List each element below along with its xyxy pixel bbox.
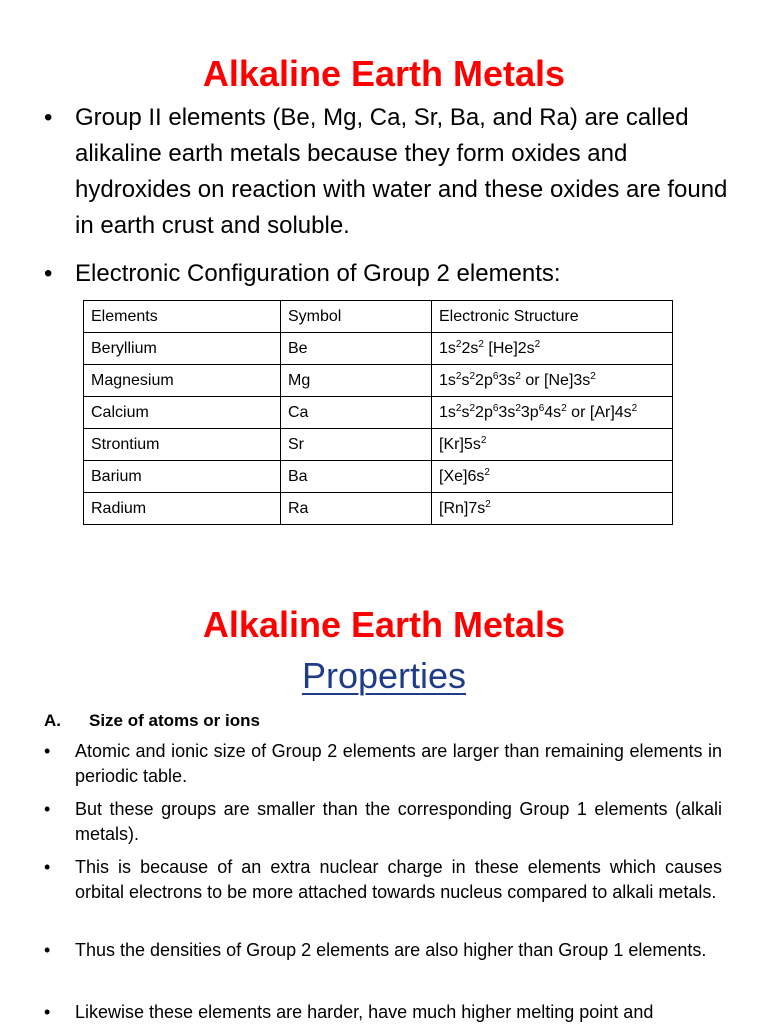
superscript: 6 xyxy=(538,402,545,414)
property-bullet-text: But these groups are smaller than the corresponding Group 1 elements (alkali metals). xyxy=(75,799,722,844)
intro-bullet-text: Electronic Configuration of Group 2 elements: xyxy=(75,260,561,287)
element-symbol-cell: Sr xyxy=(281,429,432,461)
superscript: 2 xyxy=(515,370,521,382)
superscript: 6 xyxy=(492,370,499,382)
table-row xyxy=(84,461,673,493)
property-bullet-text: Thus the densities of Group 2 elements are also higher than Group 1 elements. xyxy=(75,940,707,960)
superscript: 2 xyxy=(590,370,596,382)
superscript: 2 xyxy=(469,402,476,414)
subsection-label: Size of atoms or ions xyxy=(89,711,260,730)
superscript: 2 xyxy=(484,466,490,478)
element-symbol-cell: Be xyxy=(281,333,432,365)
element-name-cell: Beryllium xyxy=(84,333,281,365)
element-name-cell: Radium xyxy=(84,493,281,525)
bullet-marker: • xyxy=(44,1002,51,1022)
property-bullet xyxy=(44,855,722,930)
table-row xyxy=(84,365,673,397)
table-header-cell: Electronic Structure xyxy=(432,301,673,333)
superscript: 2 xyxy=(515,402,521,414)
superscript: 6 xyxy=(492,402,499,414)
element-symbol-cell: Ca xyxy=(281,397,432,429)
electronic-structure-cell: $1s^2s^22p^63s^23p^64s^2$ or $[Ar]4s^2$ xyxy=(432,397,673,429)
subsection-letter: A. xyxy=(44,711,61,730)
electronic-structure-cell: $1s^22s^2$ $[He]2s^2$ xyxy=(432,333,673,365)
superscript: 2 xyxy=(534,338,541,350)
superscript: 2 xyxy=(485,498,491,510)
properties-heading xyxy=(0,654,768,698)
table-row xyxy=(84,397,673,429)
element-name-cell: Calcium xyxy=(84,397,281,429)
bullet-marker: • xyxy=(44,104,53,131)
superscript: 2 xyxy=(455,338,462,350)
table-row xyxy=(84,493,673,525)
element-name-cell: Barium xyxy=(84,461,281,493)
superscript: 2 xyxy=(480,434,487,446)
superscript: 2 xyxy=(455,370,462,382)
bullet-marker: • xyxy=(44,799,51,819)
superscript: 2 xyxy=(455,402,462,414)
electronic-structure-cell: $1s^2s^22p^63s^2$ or $[Ne]3s^2$ xyxy=(432,365,673,397)
intro-bullet-text: Group II elements (Be, Mg, Ca, Sr, Ba, and Ra) are called alikaline earth metals because they form oxides and hydroxides on reaction with water and these oxides are found in earth crust and soluble. xyxy=(75,104,728,239)
property-bullet-text: Likewise these elements are harder, have much higher melting point and xyxy=(75,1002,654,1022)
element-symbol-cell: Ra xyxy=(281,493,432,525)
table-row xyxy=(84,333,673,365)
electronic-configuration-table xyxy=(83,300,673,525)
superscript: 2 xyxy=(469,370,476,382)
property-bullet xyxy=(44,938,722,988)
element-name-cell: Magnesium xyxy=(84,365,281,397)
superscript: 2 xyxy=(561,402,567,414)
property-bullet-text: Atomic and ionic size of Group 2 elements are larger than remaining elements in periodic table. xyxy=(75,741,722,786)
electronic-structure-cell: $[Kr]5s^2$ xyxy=(432,429,673,461)
table-header-row xyxy=(84,301,673,333)
intro-bullet xyxy=(44,100,744,244)
superscript: 2 xyxy=(478,338,484,350)
table-header-cell: Symbol xyxy=(281,301,432,333)
element-name-cell: Strontium xyxy=(84,429,281,461)
bullet-marker: • xyxy=(44,940,51,960)
table-row xyxy=(84,429,673,461)
page-title: Alkaline Earth Metals xyxy=(202,53,566,94)
electronic-structure-cell: $[Rn]7s^2$ xyxy=(432,493,673,525)
section-title: Alkaline Earth Metals xyxy=(202,604,566,645)
table-header-cell: Elements xyxy=(84,301,281,333)
element-symbol-cell: Ba xyxy=(281,461,432,493)
property-bullet xyxy=(44,797,722,847)
property-bullet xyxy=(44,739,722,789)
bullet-marker: • xyxy=(44,741,51,761)
property-bullet-text: This is because of an extra nuclear charge in these elements which causes orbital electrons to be more attached towards nucleus compared to alkali metals. xyxy=(75,857,722,902)
element-symbol-cell: Mg xyxy=(281,365,432,397)
properties-heading-text: Properties xyxy=(301,655,467,696)
bullet-marker: • xyxy=(44,857,51,877)
intro-bullet xyxy=(44,256,744,292)
bullet-marker: • xyxy=(44,260,53,287)
property-bullet xyxy=(44,1000,722,1025)
superscript: 2 xyxy=(631,402,638,414)
electronic-structure-cell: $[Xe]6s^2$ xyxy=(432,461,673,493)
